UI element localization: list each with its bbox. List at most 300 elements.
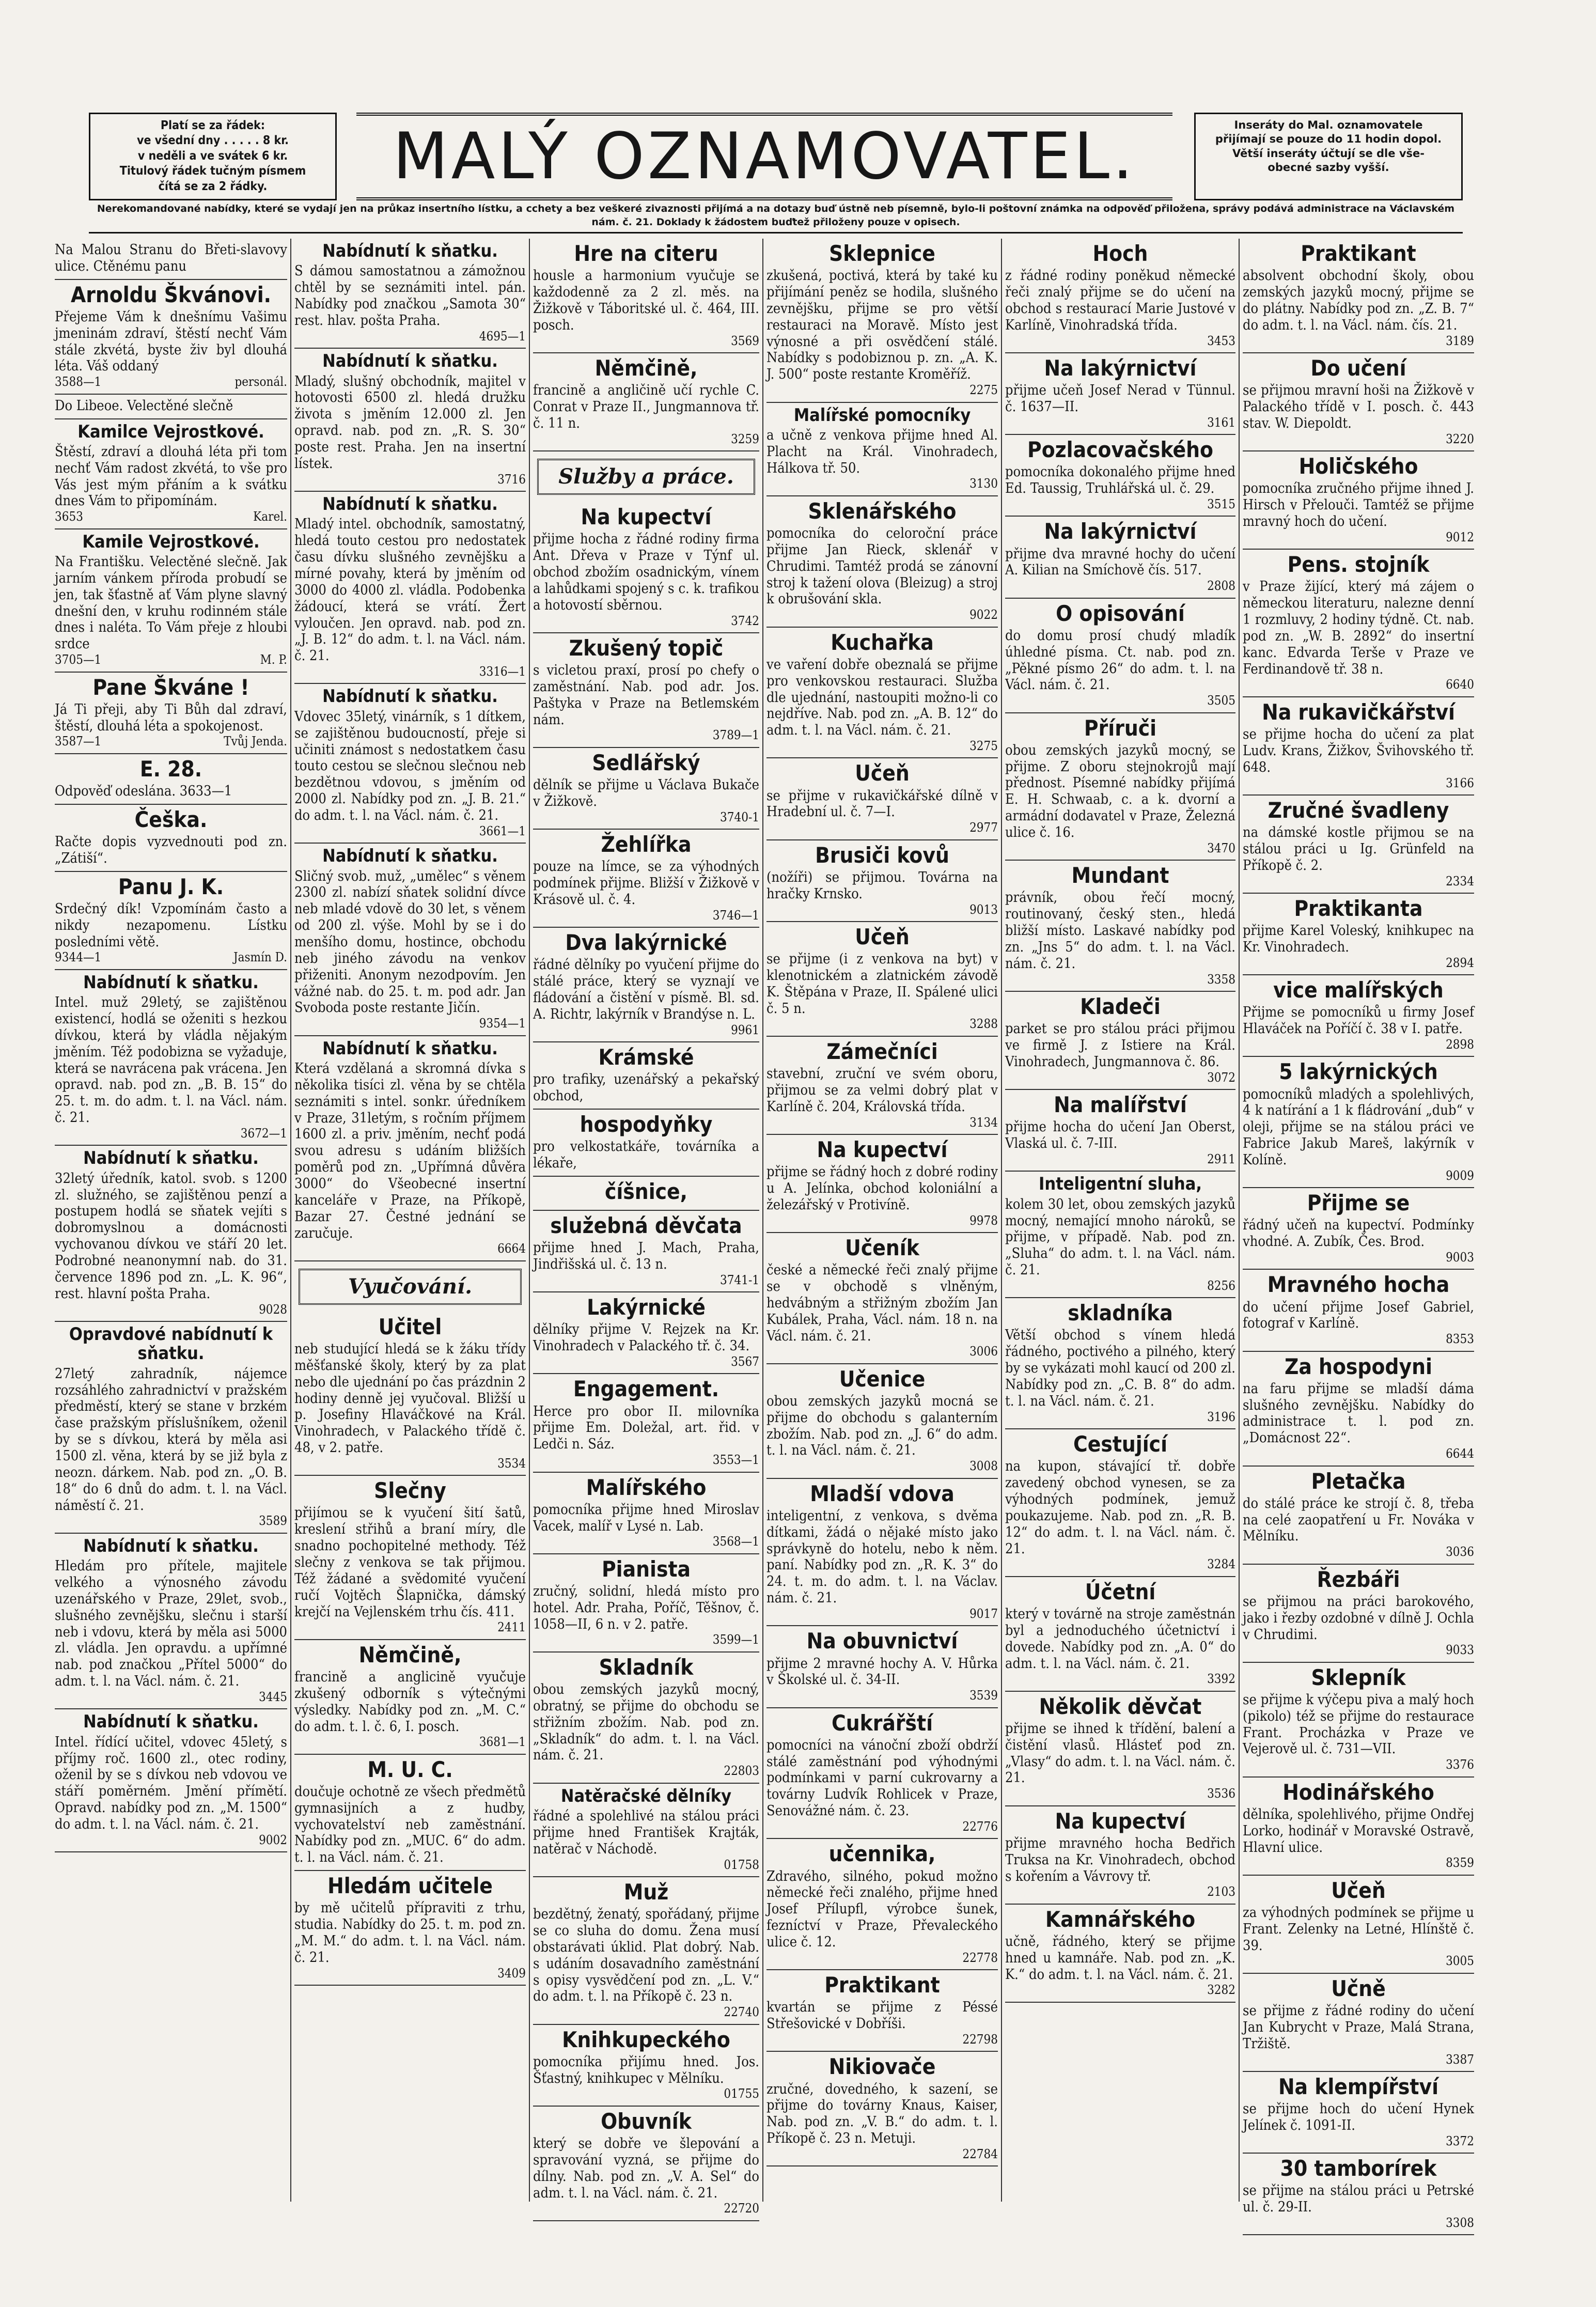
- ad-headline: Engagement.: [573, 1376, 719, 1402]
- ad-reference-number: 2334: [1446, 874, 1474, 888]
- ad-reference: [1243, 1332, 1474, 1346]
- classified-ad: [1005, 1172, 1235, 1298]
- ad-body: přijme mravného hocha Bedřich Truksa na Kr. Vinohradech, obchod s kořením a Vávrovy tř.: [1005, 1835, 1235, 1884]
- classified-ad: [1243, 894, 1474, 975]
- classified-ad: [766, 840, 998, 922]
- ad-headline: Do učení: [1310, 355, 1406, 381]
- classified-ad: [766, 1037, 998, 1135]
- classified-ad: [766, 239, 998, 403]
- ad-reference: [1243, 776, 1474, 790]
- ad-body: přijme učeň Josef Nerad v Tünnul. č. 1637—II.: [1005, 382, 1235, 415]
- ad-reference: [1005, 1279, 1235, 1293]
- classified-ad: [533, 1374, 759, 1472]
- ad-headline: Brusiči kovů: [815, 842, 949, 868]
- ad-reference: [533, 908, 759, 923]
- ad-reference: [1243, 334, 1474, 348]
- ad-reference-left: 9344—1: [55, 950, 102, 965]
- ad-headline: Arnoldu Škvánovi.: [70, 282, 272, 307]
- ad-headline: Praktikant: [824, 1972, 940, 1998]
- classified-ad: [533, 830, 759, 928]
- classified-ad: [294, 1476, 526, 1640]
- ad-body: Mladý, slušný obchodník, majitel v hotovosti 6500 zl. hledá družku života s jměním 12.000 zl. Jen opravd. nab. pod zn. „R. S. 30“ poste rest. Praha. Jen na insertní lístek.: [294, 373, 526, 472]
- ad-reference-number: 3387: [1446, 2052, 1474, 2067]
- ad-headline: Němčině,: [358, 1642, 462, 1667]
- ad-body: parket se pro stálou práci přijmou ve firmě J. z Istiere na Král. Vinohradech, Jungmannova č. 86.: [1005, 1021, 1235, 1070]
- ad-body: přijme hned J. Mach, Praha, Jindřišská ul. č. 13 n.: [533, 1240, 759, 1273]
- ad-body: Na Malou Stranu do Břeti-slavovy ulice. Ctěnému panu: [55, 242, 287, 274]
- column-2: [290, 239, 529, 2202]
- ad-headline: Na kupectví: [1055, 1808, 1186, 1834]
- ad-headline: Muž: [623, 1879, 669, 1905]
- ad-body: kvartán se přijme z Péssé Střešovické v Dobříši.: [766, 1999, 998, 2032]
- ad-reference-number: 3567: [731, 1354, 759, 1369]
- classified-ad: [1243, 697, 1474, 796]
- ad-headline: O opisování: [1056, 600, 1185, 626]
- ad-headline: Nikiovače: [828, 2054, 936, 2080]
- ad-body: který se dobře ve šlepování a spravování vyzná, se přijme do dílny. Nab. pod zn. „V. A. Sel“ do adm. t. l. na Václ. nám. č. 21.: [533, 2135, 759, 2201]
- column-1: [52, 239, 290, 2202]
- ad-headline: Hoch: [1092, 241, 1148, 266]
- ad-reference: [1005, 1672, 1235, 1686]
- ad-body: Přejeme Vám k dnešnímu Vašimu jmeninám zdraví, štěstí nechť Vám stále zkvétá, byste živ byl dlouhá léta. Váš oddaný: [55, 308, 287, 375]
- ad-headline: Mundant: [1071, 863, 1169, 888]
- ad-reference-left: 3705—1: [55, 652, 102, 667]
- ad-headline: Kamile Vejrostkové.: [82, 531, 260, 552]
- ad-reference: [533, 728, 759, 742]
- ad-reference-number: 3746—1: [712, 908, 759, 923]
- ad-reference-number: 3453: [1207, 333, 1235, 348]
- ad-reference-number: 3189: [1446, 333, 1474, 348]
- ad-body: na faru přijme se mladší dáma slušného zevnějšku. Nabídky do administrace t. l. pod zn. „Domácnost 22“.: [1243, 1380, 1474, 1446]
- classified-ad: [1243, 1352, 1474, 1467]
- ad-reference-number: 3275: [969, 739, 998, 754]
- ad-headline: Přijme se: [1307, 1190, 1410, 1216]
- ad-reference: [766, 476, 998, 491]
- ad-reference-number: 3681—1: [479, 1735, 526, 1750]
- classified-ad: [766, 628, 998, 759]
- ad-headline: Příruči: [1084, 715, 1157, 741]
- ad-body: přijme se řádný hoch z dobré rodiny u A. Jelínka, obchod koloniální a železářský v Protivíně.: [766, 1164, 998, 1213]
- ad-reference: [533, 1534, 759, 1549]
- classified-ad: [1243, 1270, 1474, 1351]
- classified-ad: [294, 1871, 526, 1986]
- pricing-line: Titulový řádek tučným písmem: [119, 164, 306, 178]
- ad-reference-number: 3220: [1446, 431, 1474, 446]
- ad-body: učně, řádného, který se přijme hned u kamnáře. Nab. pod zn. „K. K.“ do adm. t. l. na Václ. nám. č. 21.: [1005, 1933, 1235, 1983]
- ad-reference: [1005, 693, 1235, 708]
- ad-reference-number: 9033: [1446, 1643, 1474, 1658]
- ad-reference: [766, 820, 998, 835]
- ad-headline: Na kupectví: [817, 1136, 948, 1162]
- ad-headline: Účetní: [1085, 1579, 1156, 1604]
- ad-headline: hospodyňky: [580, 1111, 713, 1137]
- ad-body: francině a angličině učí rychle C. Conrat v Praze II., Jungmannova tř. č. 11 n.: [533, 382, 759, 431]
- ad-headline: Sedlářský: [592, 750, 700, 775]
- ad-headline: Inteligentní sluha,: [1039, 1174, 1202, 1195]
- classified-ad: [55, 239, 287, 280]
- ad-body: řádné a spolehlivé na stálou práci přijme hned František Krajták, natěrač v Náchodě.: [533, 1807, 759, 1857]
- ad-reference: [294, 472, 526, 487]
- classified-ad: [1005, 1577, 1235, 1692]
- ad-body: řádné dělníky po vyučení přijme do stálé práce, který se vyznají ve fládování a čistění v písmě. Bl. sd. A. Richtr, lakýrník v Brandýse n. L.: [533, 957, 759, 1022]
- ad-body: do domu prosí chudý mladík úhledné písma. Ct. nab. pod zn. „Pěkné písmo 26“ do adm. t. l. na Václ. nám. č. 21.: [1005, 627, 1235, 693]
- classified-ad: [294, 1312, 526, 1476]
- ad-headline: Na obuvnictví: [806, 1628, 958, 1654]
- ad-headline: Holičského: [1298, 454, 1418, 479]
- column-3: [529, 239, 762, 2216]
- ad-headline: vice malířských: [1273, 977, 1444, 1003]
- classified-ad: [1005, 713, 1235, 861]
- ad-reference: [1005, 1070, 1235, 1085]
- ad-headline: Kuchařka: [831, 629, 934, 655]
- ad-reference: [533, 2086, 759, 2101]
- ad-reference: [294, 664, 526, 679]
- ad-reference: [766, 739, 998, 753]
- ad-reference-number: 3036: [1446, 1545, 1474, 1560]
- ad-reference: [1243, 1168, 1474, 1183]
- ad-reference: [55, 652, 287, 667]
- classified-ad: [55, 1322, 287, 1534]
- ad-body: dělník se přijme u Václava Bukače v Žižkově.: [533, 776, 759, 809]
- ad-headline: Knihkupeckého: [562, 2027, 730, 2052]
- ad-reference-number: 3376: [1446, 1757, 1474, 1772]
- classified-ad: [766, 1135, 998, 1233]
- ad-reference: [294, 824, 526, 838]
- ad-reference-number: 3599—1: [712, 1632, 759, 1647]
- classified-ad: [1243, 1565, 1474, 1663]
- ad-reference: [1243, 1037, 1474, 1052]
- ad-reference: [1243, 2216, 1474, 2230]
- classified-ad: [1243, 2154, 1474, 2235]
- classified-ad: [1243, 1663, 1474, 1778]
- ad-headline: Kamnářského: [1045, 1906, 1196, 1932]
- ad-body: zručný, solidní, hledá místo pro hotel. Adr. Praha, Poříč, Těšnov, č. 1058—II, 6 n. v 2. patře.: [533, 1583, 759, 1632]
- ad-body: dělníky přijme V. Rejzek na Kr. Vinohradech v Palackého tř. č. 34.: [533, 1321, 759, 1354]
- ad-reference: [1243, 1250, 1474, 1265]
- ad-reference-number: 3515: [1207, 497, 1235, 512]
- ad-body: zkušená, poctivá, která by také ku přijímání peněz se hodila, slušného zevnějšku, přijme se pro větší restauraci na Moravě. Místo jest výnosné a při osvědčení stálé. Nabídky s podobiznou p. zn. „A. K. J. 500“ poste restante Kroměříž.: [766, 268, 998, 383]
- ad-reference-number: 01758: [724, 1857, 759, 1872]
- ad-headline: Pozlacovačského: [1027, 437, 1213, 463]
- ad-reference: [1243, 1446, 1474, 1461]
- ad-reference-number: 3534: [497, 1456, 526, 1471]
- classified-ad: [1005, 992, 1235, 1090]
- ad-reference: [294, 1241, 526, 1256]
- ad-headline: Praktikant: [1301, 241, 1416, 266]
- ad-body: doučuje ochotně ze všech předmětů gymnasijních a z hudby, vychovatelství neb zaměstnání. Nabídky pod zn. „MUC. 6“ do adm. t. l. na Václ. nám. č. 21.: [294, 1783, 526, 1866]
- ad-headline: Nabídnutí k sňatku.: [322, 846, 498, 867]
- ad-headline: Učeň: [1331, 1877, 1386, 1903]
- ad-headline: Učeň: [855, 760, 910, 786]
- ad-body: se přijmou na práci barokového, jako i řezby ozdobné v dílně J. Ochla v Chrudimi.: [1243, 1593, 1474, 1643]
- ad-body: se přijme hocha do učení za plat Ludv. Krans, Žižkov, Švihovského tř. 648.: [1243, 726, 1474, 775]
- ad-reference-number: 3445: [259, 1690, 287, 1705]
- ad-body: z řádné rodiny poněkud německé řeči znalý přijme se do učení na obchod s restaurací Marie Justové v Karlíně, Vinohradská třída.: [1005, 268, 1235, 333]
- classified-ad: [55, 280, 287, 395]
- ad-reference-number: 3742: [731, 613, 759, 628]
- ad-headline: Sklepnice: [829, 241, 935, 266]
- ad-reference-number: 9354—1: [479, 1016, 526, 1031]
- classified-ad: [533, 1473, 759, 1554]
- classified-ad: [1243, 1876, 1474, 1974]
- classified-ad: [533, 1784, 759, 1877]
- ad-reference: [1243, 2134, 1474, 2148]
- ad-reference-number: 6644: [1446, 1446, 1474, 1461]
- ad-headline: Učeň: [855, 924, 910, 949]
- ad-headline: Řezbáři: [1317, 1566, 1400, 1592]
- ad-reference-number: 22778: [962, 1950, 998, 1965]
- classified-ad: [294, 1640, 526, 1755]
- ad-headline: Mravného hocha: [1267, 1272, 1450, 1298]
- ad-reference: [766, 383, 998, 397]
- ad-body: kolem 30 let, obou zemských jazyků mocný, nemající mnoho nároků, se přijme, v případě. Nab. pod zn. „Sluha“ do adm. t. l. na Václ. nám. č. 21.: [1005, 1196, 1235, 1279]
- classified-ad: [294, 239, 526, 349]
- ad-reference: [55, 509, 287, 524]
- ad-body: Do Libeoe. Velectěné slečně: [55, 397, 233, 414]
- ad-headline: E. 28.: [139, 756, 202, 782]
- ad-reference: [55, 1126, 287, 1141]
- ad-body: Herce pro obor II. milovníka přijme Em. Doležal, art. řid. v Ledči n. Sáz.: [533, 1403, 759, 1453]
- ad-reference: [1243, 677, 1474, 692]
- ad-reference-number: 3589: [259, 1514, 287, 1529]
- ad-body: obou zemských jazyků mocný, obratný, se přijme do obchodu se střižním zbožím. Nab. pod zn. „Skladník“ do adm. t. l. na Václ. nám. č. 21.: [533, 1681, 759, 1764]
- ad-reference-number: M. P.: [260, 652, 287, 667]
- ad-headline: Panu J. K.: [118, 874, 224, 899]
- ad-reference: [1005, 1410, 1235, 1424]
- ad-reference: [533, 1273, 759, 1287]
- ad-reference-number: 01755: [724, 2086, 759, 2101]
- classified-ad: [766, 2052, 998, 2166]
- ad-headline: Krámské: [598, 1044, 694, 1070]
- ad-body: Která vzdělaná a skromná dívka s několika tisíci zl. věna by se chtěla seznámiti s intel. sonkr. úředníkem v Praze, 31letým, s ročním příjmem 1600 zl. a priv. jměním, nechť podá svou adresu s udáním bližších poměrů pod zn. „Upřímná důvěra 3000“ do Všeobecné insertní kanceláře v Praze, na Příkopě, Bazar 27. Čestné jednání se zaručuje.: [294, 1060, 526, 1241]
- ad-body: se přijme z řádné rodiny do učení Jan Kubrycht v Praze, Malá Strana, Tržiště.: [1243, 2002, 1474, 2052]
- ad-headline: služebná děvčata: [550, 1212, 742, 1238]
- ad-body: pro velkostatkáře, továrníka a lékaře,: [533, 1139, 759, 1171]
- ad-reference-number: 3161: [1207, 415, 1235, 430]
- ad-reference: [766, 1688, 998, 1703]
- ad-reference: [766, 1213, 998, 1228]
- ad-reference-number: Jasmín D.: [233, 950, 287, 965]
- ad-headline: Cestující: [1073, 1431, 1168, 1457]
- ad-body: na dámské kostle přijmou se na stálou práci u Ig. Grünfeld na Příkopě č. 2.: [1243, 824, 1474, 874]
- ad-headline: Zručné švadleny: [1268, 797, 1449, 823]
- ad-body: se přijme v rukavičkářské dílně v Hradební ul. č. 7—I.: [766, 787, 998, 820]
- classified-ad: [533, 1110, 759, 1177]
- ad-headline: Učenice: [839, 1366, 926, 1392]
- classified-ad: [1243, 796, 1474, 894]
- classified-ad: [1243, 550, 1474, 697]
- classified-ad: [1005, 1806, 1235, 1905]
- ad-reference-number: 2977: [969, 820, 998, 835]
- column-4: [762, 239, 1001, 2202]
- ad-reference-number: 3536: [1207, 1786, 1235, 1801]
- classified-ad: [1005, 517, 1235, 598]
- classified-ad: [1243, 239, 1474, 353]
- classified-ad: [533, 928, 759, 1042]
- classified-ad: [294, 1036, 526, 1261]
- pricing-line: v neděli a ve svátek 6 kr.: [137, 149, 288, 163]
- classified-ad: [766, 1708, 998, 1840]
- column-5: [1001, 239, 1239, 2202]
- ad-reference: [294, 1966, 526, 1981]
- ad-reference-number: 9013: [969, 902, 998, 917]
- ad-reference-number: 9002: [259, 1832, 287, 1847]
- ad-headline: číšnice,: [604, 1178, 688, 1204]
- ad-body: s vicletou praxí, prosí po chefy o zaměstnání. Nab. pod adr. Jos. Paštyka v Praze na Betlemském nám.: [533, 662, 759, 728]
- classified-ad: [533, 1211, 759, 1292]
- ad-body: přijímou se k vyučení šití šatů, kreslení střihů a braní míry, dle snadno pochopitelné methody. Též slečny z venkova se tak přijmou. Též žádané a svědomité vyučení ručí Vojtěch Šlapnička, dámský krejčí na Vejlenském trhu čís. 411.: [294, 1505, 526, 1620]
- classified-ad: [55, 872, 287, 970]
- classified-ad: [55, 754, 287, 805]
- ad-body: Srdečný dík! Vzpomínám často a nikdy nezapomenu. Lístku posledními větě.: [55, 900, 287, 950]
- ad-body: zručné, dovedného, k sazení, se přijme do továrny Knaus, Kaiser, Nab. pod zn. „V. B.“ do adm. t. l. Příkopě č. 23 n. Metuji.: [766, 2081, 998, 2147]
- ad-body: právník, obou řečí mocný, routinovaný, český sten., hledá bližší místo. Laskavé nabídky pod zn. „Jns 5“ do adm. t. l. na Václ. nám. č. 21.: [1005, 890, 1235, 972]
- ad-headline: Kamilce Vejrostkové.: [77, 421, 264, 442]
- ad-reference-number: 9978: [969, 1213, 998, 1228]
- ad-headline: Kladeči: [1080, 993, 1161, 1019]
- ad-reference: [1243, 432, 1474, 446]
- ad-reference-number: 9003: [1446, 1250, 1474, 1265]
- ad-reference-number: 22776: [962, 1819, 998, 1834]
- ad-headline: 5 lakýrnických: [1279, 1059, 1438, 1085]
- ad-reference: [1005, 972, 1235, 987]
- ad-reference: [1005, 1152, 1235, 1166]
- ad-headline: Nabídnutí k sňatku.: [322, 494, 498, 515]
- ad-reference: [1005, 1786, 1235, 1801]
- ad-reference: [55, 375, 287, 389]
- classified-ad: [55, 419, 287, 529]
- classified-ad: [1005, 1429, 1235, 1577]
- classified-ad: [766, 1364, 998, 1479]
- ad-body: (nožíři) se přijmou. Továrna na hračky Krnsko.: [766, 869, 998, 902]
- ad-body: pro trafiky, uzenářský a pekařský obchod,: [533, 1071, 759, 1104]
- ad-body: pomocníka dokonalého přijme hned Ed. Taussig, Truhlářská ul. č. 29.: [1005, 464, 1235, 497]
- ad-headline: Nabídnutí k sňatku.: [322, 351, 498, 372]
- ad-reference: [533, 2201, 759, 2216]
- ad-reference: [294, 1456, 526, 1471]
- ad-body: pomocníka do celoroční práce přijme Jan Rieck, sklenář v Chrudimi. Tamtéž prodá se zánovní stroj k tažení olova (Bleizug) a stroj k obrušování skla.: [766, 525, 998, 607]
- ad-body: ve vaření dobře obeznalá se přijme pro venkovskou restauraci. Služba dle ujednání, nastoupiti možno-li co nejdříve. Nab. pod zn. „A. B. 12“ do adm. t. l. na Václ. nám. č. 21.: [766, 656, 998, 739]
- ad-reference: [766, 2032, 998, 2047]
- ad-reference-number: 2275: [969, 383, 998, 398]
- ad-headline: Žehlířka: [601, 831, 692, 857]
- section-heading-box: Vyučování.: [299, 1269, 522, 1305]
- ad-reference: [1005, 334, 1235, 348]
- classified-ad: [533, 2107, 759, 2221]
- ad-reference: [533, 334, 759, 348]
- ad-headline: Nabídnutí k sňatku.: [322, 241, 498, 261]
- ad-reference: [766, 1017, 998, 1031]
- ad-reference-number: 6640: [1446, 677, 1474, 692]
- pricing-box: [89, 113, 337, 200]
- ad-body: neb studující hledá se k žáku třídy měšťanské školy, který by za plat nebo dle ujednání po čas prázdnin 2 hodiny denně jej vyučoval. Bližší u p. Josefiny Hlaváčkové na Král. Vinohradech, v Palackého třídě č. 48, v 2. patře.: [294, 1340, 526, 1456]
- ad-headline: Hodinářského: [1282, 1779, 1434, 1805]
- ad-reference-number: 22784: [962, 2146, 998, 2161]
- classified-ad: [766, 403, 998, 496]
- ad-reference-number: 3282: [1207, 1983, 1235, 1998]
- ad-body: přijme Karel Voleský, knihkupec na Kr. Vinohradech.: [1243, 923, 1474, 955]
- ad-reference-number: 3740-1: [720, 809, 759, 824]
- ad-headline: Zámečníci: [826, 1038, 938, 1064]
- classified-ad: [55, 970, 287, 1146]
- ad-reference: [1243, 1954, 1474, 1968]
- ad-reference-number: 3661—1: [479, 823, 526, 838]
- classified-ad: [1243, 1188, 1474, 1270]
- ad-reference: [1005, 1884, 1235, 1899]
- ad-body: se přijme na stálou práci u Petrské ul. č. 29-II.: [1243, 2183, 1474, 2216]
- ad-reference-number: 3006: [969, 1344, 998, 1359]
- ad-reference-number: Karel.: [253, 509, 287, 524]
- ad-reference: [1005, 1557, 1235, 1571]
- classified-ad: [55, 395, 287, 419]
- masthead-title-block: [356, 113, 1172, 200]
- classified-ad: [1005, 861, 1235, 992]
- classified-ad: [1243, 1057, 1474, 1188]
- ad-reference-number: 3130: [969, 476, 998, 491]
- ad-headline: Zkušený topič: [569, 635, 724, 661]
- classified-ad: [294, 349, 526, 492]
- ad-headline: Na kupectví: [581, 504, 712, 530]
- ad-reference: [1243, 1856, 1474, 1870]
- ad-reference: [533, 614, 759, 628]
- ad-reference: [533, 1354, 759, 1369]
- ad-reference-number: 3569: [731, 333, 759, 348]
- ad-reference: [55, 734, 287, 749]
- ad-headline: skladníka: [1068, 1300, 1173, 1326]
- ad-headline: Lakýrnické: [587, 1295, 706, 1320]
- ad-reference: [1243, 956, 1474, 970]
- ad-body: do učení přijme Josef Gabriel, fotograf v Karlíně.: [1243, 1299, 1474, 1332]
- classified-ad: [533, 1042, 759, 1110]
- classified-ad: [1243, 2072, 1474, 2154]
- ad-reference: [766, 1344, 998, 1359]
- ad-body: francině a anglicině vyučuje zkušený odborník s výtečnými výsledky. Nabídky pod zn. „M. C.“ do adm. t. l. č. 6, I. posch.: [294, 1669, 526, 1735]
- ad-reference: [294, 1016, 526, 1031]
- ad-body: inteligentní, z venkova, s dvěma dítkami, žádá o nějaké místo jako správkyně do hotelu, nebo k něm. paní. Nabídky pod zn. „R. K. 3“ do 24. t. m. do adm. t. l. na Václav. nám. č. 21.: [766, 1507, 998, 1607]
- ad-body: Hledám pro přítele, majitele velkého a výnosného závodu uzenářského v Praze, 29let, svob., slušného zevnějšku, slečnu i starší neb i vdovu, která by měla asi 5000 zl. vládla. Jen opravdu. a upřímné nab. pod značkou „Přítel 5000“ do adm. t. l. na Václ. nám. č. 21.: [55, 1558, 287, 1690]
- classified-ad: [766, 496, 998, 628]
- classified-ad: [533, 502, 759, 633]
- ad-headline: Praktikanta: [1294, 895, 1423, 921]
- ad-reference-number: 22720: [724, 2201, 759, 2216]
- ad-body: v Praze žijící, který má zájem o německou literaturu, nalezne denní 1 rozmluvy, 2 hodiny týdně. Ct. nab. pod zn. „W. B. 2892“ do insertní kanc. Edvarda Terše v Praze ve Ferdinandově tř. 38 n.: [1243, 579, 1474, 677]
- classified-ad: [1243, 1778, 1474, 1876]
- ad-headline: Učitel: [378, 1314, 442, 1339]
- ad-reference-number: 3134: [969, 1115, 998, 1130]
- ad-reference: [1005, 1983, 1235, 1997]
- ad-body: přijme hocha do učení Jan Oberst, Vlaská ul. č. 7-III.: [1005, 1119, 1235, 1152]
- classified-ad: [533, 1653, 759, 1784]
- classified-ad: [55, 529, 287, 673]
- ad-body: bezdětný, ženatý, spořádaný, přijme se co sluha do domu. Žena musí obstarávati úklid. Plat dobrý. Nab. s udáním dosavadního zaměstnání s opisy vysvědčení pod zn. „L. V.“ do adm. t. l. na Příkopě č. 23 n.: [533, 1906, 759, 2005]
- ad-headline: Pletačka: [1311, 1468, 1406, 1494]
- ad-reference-number: 3372: [1446, 2133, 1474, 2148]
- classified-ad: [55, 1146, 287, 1322]
- ad-headline: Obuvník: [601, 2108, 692, 2134]
- ad-reference: [766, 902, 998, 917]
- classified-ad: [533, 1554, 759, 1653]
- classified-ad: [766, 758, 998, 840]
- classified-ad: [1243, 1467, 1474, 1565]
- classified-ad: [766, 1626, 998, 1708]
- ad-reference-number: 3741-1: [720, 1272, 759, 1287]
- ad-reference-number: 2894: [1446, 955, 1474, 970]
- ad-body: by mě učitelů přípraviti z trhu, studia. Nabídky do 25. t. m. pod zn. „M. M.“ do adm. t. l. na Václ. nám. č. 21.: [294, 1900, 526, 1966]
- ad-reference-number: 22740: [724, 2005, 759, 2020]
- ad-reference: [1243, 530, 1474, 544]
- ad-body: pomocníci na vánoční zboží obdrží stálé zaměstnání pod výhodnými podmínkami v parní cukrovarny a továrny Ludvík Rohlicek v Praze, Senovážné nám. č. 23.: [766, 1737, 998, 1819]
- classified-ad: [1005, 435, 1235, 517]
